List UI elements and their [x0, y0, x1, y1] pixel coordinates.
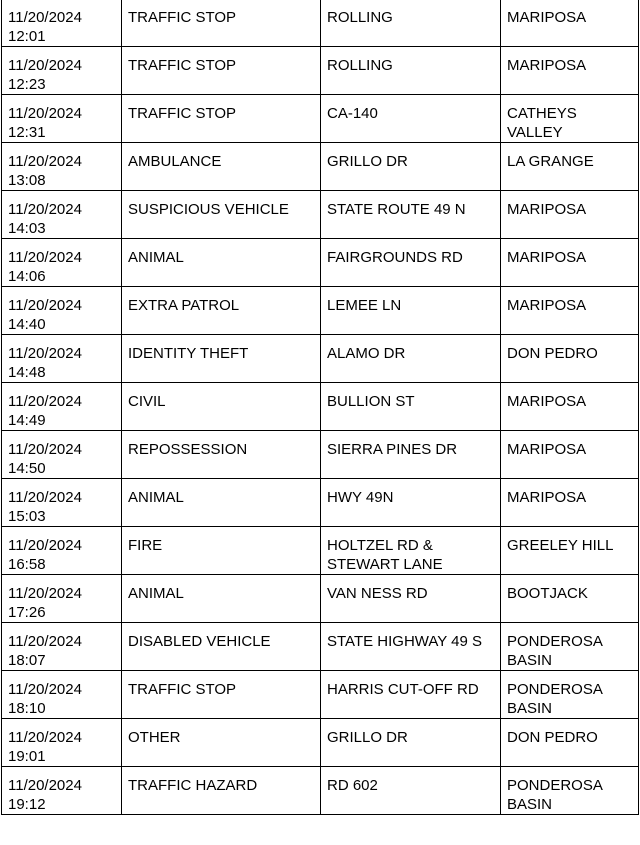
- incident-datetime-cell: 11/20/2024 18:07: [2, 623, 122, 671]
- incident-location-cell: VAN NESS RD: [321, 575, 501, 623]
- incident-datetime-cell: 11/20/2024 14:03: [2, 191, 122, 239]
- incident-datetime-cell: 11/20/2024 12:23: [2, 47, 122, 95]
- incident-datetime-cell: 11/20/2024 12:01: [2, 0, 122, 47]
- incident-area-cell: MARIPOSA: [501, 0, 639, 47]
- incident-type-cell: TRAFFIC STOP: [122, 47, 321, 95]
- incident-location-cell: HARRIS CUT-OFF RD: [321, 671, 501, 719]
- incident-type-cell: TRAFFIC STOP: [122, 0, 321, 47]
- incident-location-cell: LEMEE LN: [321, 287, 501, 335]
- table-row: [2, 479, 639, 527]
- table-row: [2, 239, 639, 287]
- incident-area-cell: PONDEROSA BASIN: [501, 671, 639, 719]
- incident-datetime-cell: 11/20/2024 19:12: [2, 767, 122, 815]
- incident-type-cell: DISABLED VEHICLE: [122, 623, 321, 671]
- incident-area-cell: MARIPOSA: [501, 47, 639, 95]
- incident-type-cell: CIVIL: [122, 383, 321, 431]
- table-row: [2, 0, 639, 47]
- incident-type-cell: ANIMAL: [122, 479, 321, 527]
- incident-area-cell: BOOTJACK: [501, 575, 639, 623]
- table-row: [2, 527, 639, 575]
- table-row: [2, 191, 639, 239]
- incident-datetime-cell: 11/20/2024 19:01: [2, 719, 122, 767]
- incident-type-cell: REPOSSESSION: [122, 431, 321, 479]
- incident-location-cell: STATE HIGHWAY 49 S: [321, 623, 501, 671]
- incident-location-cell: ALAMO DR: [321, 335, 501, 383]
- incident-area-cell: GREELEY HILL: [501, 527, 639, 575]
- incident-location-cell: ROLLING: [321, 0, 501, 47]
- incident-log-body: [2, 0, 639, 815]
- table-row: [2, 575, 639, 623]
- incident-location-cell: HWY 49N: [321, 479, 501, 527]
- incident-type-cell: TRAFFIC STOP: [122, 95, 321, 143]
- incident-location-cell: GRILLO DR: [321, 719, 501, 767]
- incident-type-cell: ANIMAL: [122, 575, 321, 623]
- incident-area-cell: MARIPOSA: [501, 431, 639, 479]
- table-row: [2, 383, 639, 431]
- incident-location-cell: SIERRA PINES DR: [321, 431, 501, 479]
- incident-datetime-cell: 11/20/2024 12:31: [2, 95, 122, 143]
- incident-datetime-cell: 11/20/2024 14:48: [2, 335, 122, 383]
- incident-type-cell: TRAFFIC HAZARD: [122, 767, 321, 815]
- incident-datetime-cell: 11/20/2024 17:26: [2, 575, 122, 623]
- table-row: [2, 719, 639, 767]
- incident-datetime-cell: 11/20/2024 13:08: [2, 143, 122, 191]
- incident-location-cell: ROLLING: [321, 47, 501, 95]
- incident-datetime-cell: 11/20/2024 18:10: [2, 671, 122, 719]
- incident-type-cell: ANIMAL: [122, 239, 321, 287]
- table-row: [2, 95, 639, 143]
- incident-area-cell: DON PEDRO: [501, 335, 639, 383]
- incident-type-cell: FIRE: [122, 527, 321, 575]
- incident-type-cell: AMBULANCE: [122, 143, 321, 191]
- incident-type-cell: SUSPICIOUS VEHICLE: [122, 191, 321, 239]
- table-row: [2, 431, 639, 479]
- incident-location-cell: HOLTZEL RD & STEWART LANE: [321, 527, 501, 575]
- incident-area-cell: PONDEROSA BASIN: [501, 623, 639, 671]
- incident-datetime-cell: 11/20/2024 14:50: [2, 431, 122, 479]
- incident-area-cell: MARIPOSA: [501, 239, 639, 287]
- table-row: [2, 335, 639, 383]
- incident-area-cell: CATHEYS VALLEY: [501, 95, 639, 143]
- incident-area-cell: DON PEDRO: [501, 719, 639, 767]
- table-row: [2, 767, 639, 815]
- incident-area-cell: PONDEROSA BASIN: [501, 767, 639, 815]
- incident-area-cell: MARIPOSA: [501, 287, 639, 335]
- incident-area-cell: MARIPOSA: [501, 191, 639, 239]
- incident-log-table: [1, 0, 639, 815]
- incident-datetime-cell: 11/20/2024 15:03: [2, 479, 122, 527]
- incident-location-cell: GRILLO DR: [321, 143, 501, 191]
- incident-location-cell: STATE ROUTE 49 N: [321, 191, 501, 239]
- incident-area-cell: MARIPOSA: [501, 479, 639, 527]
- incident-type-cell: TRAFFIC STOP: [122, 671, 321, 719]
- incident-datetime-cell: 11/20/2024 14:49: [2, 383, 122, 431]
- table-row: [2, 47, 639, 95]
- incident-location-cell: FAIRGROUNDS RD: [321, 239, 501, 287]
- incident-datetime-cell: 11/20/2024 14:40: [2, 287, 122, 335]
- incident-location-cell: CA-140: [321, 95, 501, 143]
- table-row: [2, 143, 639, 191]
- incident-type-cell: OTHER: [122, 719, 321, 767]
- incident-type-cell: IDENTITY THEFT: [122, 335, 321, 383]
- incident-datetime-cell: 11/20/2024 16:58: [2, 527, 122, 575]
- incident-type-cell: EXTRA PATROL: [122, 287, 321, 335]
- table-row: [2, 623, 639, 671]
- table-row: [2, 287, 639, 335]
- incident-area-cell: LA GRANGE: [501, 143, 639, 191]
- incident-area-cell: MARIPOSA: [501, 383, 639, 431]
- incident-location-cell: RD 602: [321, 767, 501, 815]
- incident-location-cell: BULLION ST: [321, 383, 501, 431]
- table-row: [2, 671, 639, 719]
- incident-datetime-cell: 11/20/2024 14:06: [2, 239, 122, 287]
